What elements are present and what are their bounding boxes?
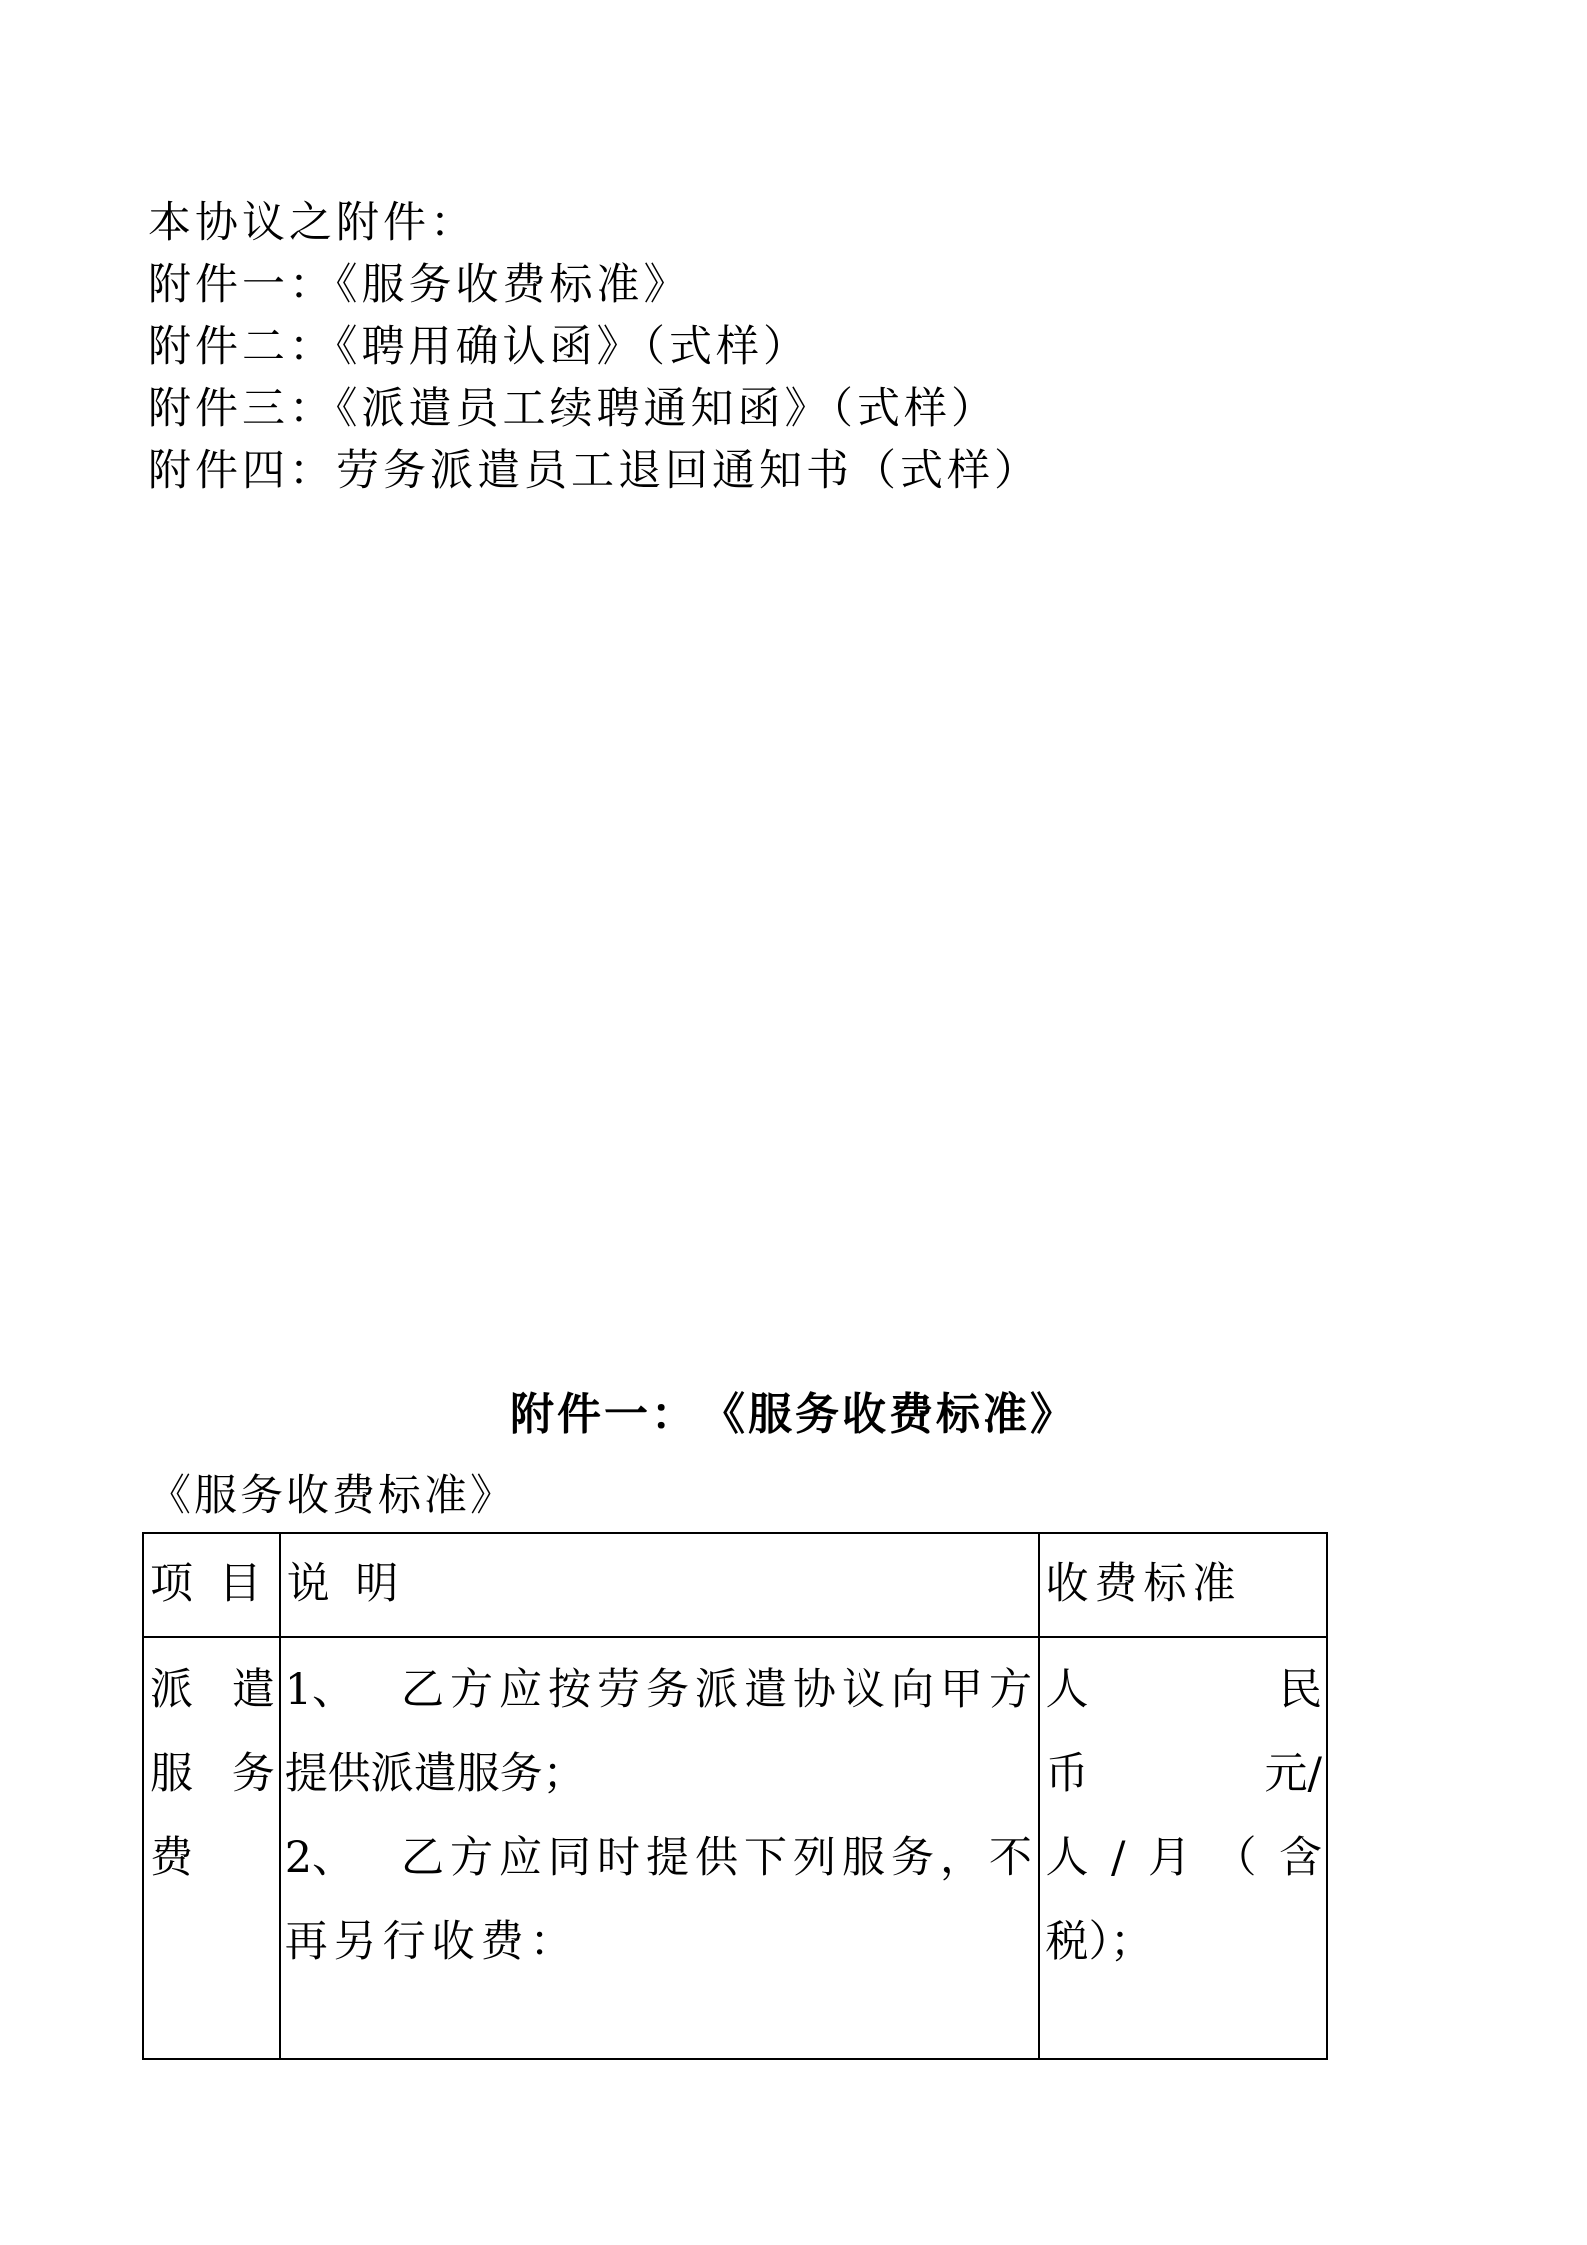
table-caption: 《服务收费标准》 [148,1471,516,1521]
table-header-row [143,1533,1327,1637]
table-row [143,1637,1327,2059]
desc-line: 2、 乙方应同时提供下列服务，不 [284,1833,1039,1883]
cell-description [280,1637,1039,2059]
fee-standard-table [142,1532,1328,2060]
header-fee-standard: 收费标准 [1039,1533,1327,1637]
item-line: 派 遣 [150,1665,275,1715]
standard-line: 人 / 月 （ 含 [1045,1833,1322,1883]
header-description: 说 明 [280,1533,1039,1637]
attachment-item-4: 附件四：劳务派遣员工退回通知书（式样） [148,446,1041,496]
desc-line: 提供派遣服务； [284,1749,586,1799]
standard-line: 币 元/ [1045,1749,1322,1799]
desc-line: 再另行收费： [284,1917,579,1967]
attachments-intro: 本协议之附件： [148,198,477,248]
attachment-item-1: 附件一：《服务收费标准》 [148,260,691,310]
header-item: 项 目 [143,1533,280,1637]
attachment-item-3: 附件三：《派遣员工续聘通知函》（式样） [148,384,998,434]
standard-line: 税）； [1045,1917,1154,1967]
cell-fee-standard [1039,1637,1327,2059]
attachments-list [148,192,1041,502]
cell-item [143,1637,280,2059]
attachment-item-2: 附件二：《聘用确认函》（式样） [148,322,810,372]
item-line: 费 [150,1833,193,1883]
item-line: 服 务 [150,1749,275,1799]
section-title: 附件一： 《服务收费标准》 [510,1389,1077,1440]
desc-line: 1、 乙方应按劳务派遣协议向甲方 [284,1665,1039,1715]
standard-line: 人 民 [1045,1665,1322,1715]
